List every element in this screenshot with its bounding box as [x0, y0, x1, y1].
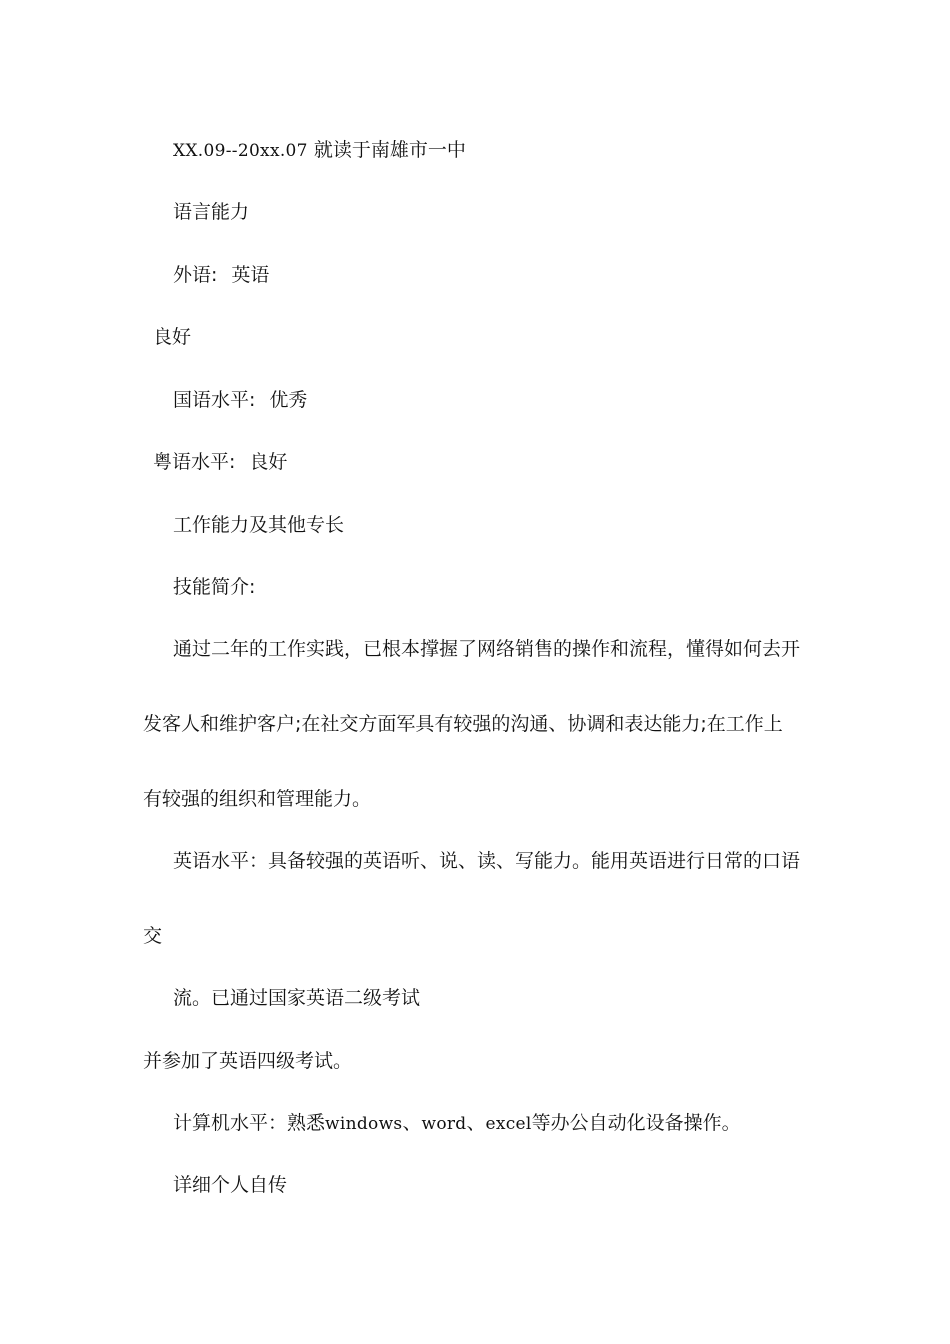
english-level-line-2: 交	[143, 925, 163, 947]
foreign-language-label: 外语:	[173, 264, 218, 286]
computer-level-line	[173, 1111, 741, 1136]
education-date-range: XX.09--20xx.07	[173, 141, 308, 161]
skills-paragraph-line-1: 通过二年的工作实践，已根本撑握了网络销售的操作和流程，懂得如何去开	[173, 638, 801, 660]
computer-windows: windows	[325, 1114, 403, 1134]
education-school: 就读于南雄市一中	[313, 139, 466, 161]
computer-separator-1: 、	[402, 1112, 422, 1134]
skills-paragraph-line-2: 发客人和维护客户;在社交方面军具有较强的沟通、协调和表达能力;在工作上	[143, 713, 783, 735]
skills-paragraph-line-3: 有较强的组织和管理能力。	[143, 788, 372, 810]
cantonese-line	[153, 450, 287, 474]
skills-heading: 工作能力及其他专长	[173, 514, 345, 536]
cantonese-value: 良好	[249, 451, 288, 473]
mandarin-line	[173, 388, 307, 412]
computer-level-prefix: 计算机水平：熟悉	[173, 1112, 326, 1134]
foreign-language-level: 良好	[153, 326, 192, 348]
language-heading: 语言能力	[173, 201, 250, 223]
education-line	[173, 138, 466, 163]
computer-separator-2: 、	[466, 1112, 486, 1134]
computer-word: word	[421, 1114, 467, 1134]
computer-level-suffix: 等办公自动化设备操作。	[531, 1112, 741, 1134]
foreign-language-value: 英语	[231, 264, 270, 286]
bio-heading: 详细个人自传	[173, 1174, 288, 1196]
foreign-language-line	[173, 263, 269, 287]
english-level-line-1: 英语水平：具备较强的英语听、说、读、写能力。能用英语进行日常的口语	[173, 850, 801, 872]
english-level-line-3: 流。已通过国家英语二级考试	[173, 987, 421, 1009]
english-level-line-4: 并参加了英语四级考试。	[143, 1050, 353, 1072]
mandarin-label: 国语水平:	[173, 389, 256, 411]
computer-excel: excel	[485, 1114, 532, 1134]
skills-intro-label: 技能简介:	[173, 576, 256, 598]
cantonese-label: 粤语水平:	[153, 451, 236, 473]
mandarin-value: 优秀	[269, 389, 308, 411]
